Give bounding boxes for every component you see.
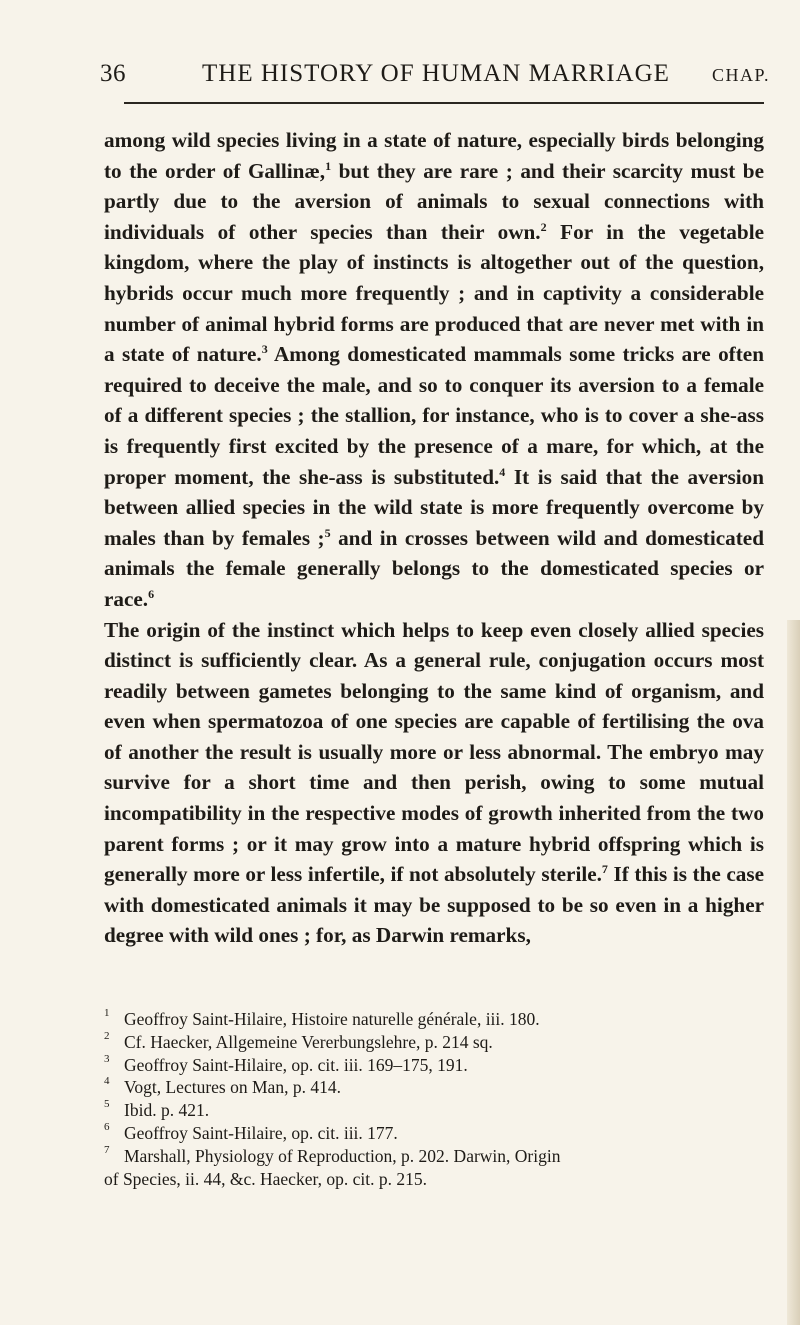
footnote-text: Geoffroy Saint-Hilaire, Histoire naturelle générale, iii. 180.: [124, 1009, 540, 1029]
footnote: [104, 1145, 764, 1168]
footnote: [104, 1122, 764, 1145]
text-run: among wild species living in a state of nature, especially birds belonging to the order of Gallinæ,: [104, 128, 764, 183]
footnote-ref: 4: [499, 464, 506, 479]
footnote: [104, 1031, 764, 1054]
footnote-text: Marshall, Physiology of Reproduction, p. 202. Darwin, Origin: [124, 1145, 561, 1166]
text-run: The origin of the instinct which helps to keep even closely allied species distinct is sufficiently clear. As a general rule, conjugation occurs most readily between gametes belonging to the same kind of organism, and even when spermatozoa of one species are capable of fertilising the ova of another the result is usually more or less abnormal. The embryo may survive for a short time and then perish, owing to some mutual incompatibility in the respective modes of growth inherited from the two parent forms ; or it may grow into a mature hybrid offspring which is generally more or less infertile, if not absolutely sterile.: [104, 617, 764, 887]
footnote-ref: 5: [324, 525, 331, 540]
footnote: [104, 1008, 764, 1031]
text-run: If this is the case with domesticated animals it may be supposed to be so even in a higher degree with wild ones ; for, as Darwin remarks,: [104, 862, 764, 948]
text-run: Among domesticated mammals some tricks are often required to deceive the male, and so to conquer its aversion to a female of a different species ; the stallion, for instance, who is to cover a she-ass is frequently first excited by the presence of a mare, for which, at the proper moment, the she-ass is substituted.: [104, 342, 764, 489]
chapter-marker: CHAP.: [712, 65, 771, 85]
footnote-number: 7: [104, 1143, 110, 1156]
footnote: [104, 1099, 764, 1122]
footnote-number: 5: [104, 1098, 110, 1111]
footnote-text: Geoffroy Saint-Hilaire, op. cit. iii. 169–175, 191.: [124, 1054, 468, 1075]
footnote-ref: 1: [325, 158, 332, 173]
footnote-text: Cf. Haecker, Allgemeine Vererbungslehre, p. 214 sq.: [124, 1031, 493, 1052]
running-header: [0, 60, 800, 100]
body-text: [104, 125, 764, 951]
text-run: It is said that the aversion between allied species in the wild state is more frequently overcome by males than by females ;: [104, 464, 764, 550]
footnote-ref: 2: [540, 219, 547, 234]
footnote: [104, 1054, 764, 1077]
header-rule: [124, 102, 764, 104]
footnote: [104, 1076, 764, 1099]
page-number: 36: [100, 60, 126, 87]
footnote-number: 1: [104, 1007, 110, 1019]
footnote-ref: 7: [601, 862, 608, 877]
footnote-number: 2: [104, 1029, 110, 1042]
text-run: but they are rare ; and their scarcity must be partly due to the aversion of animals to sexual connections with individuals of other species than their own.: [104, 158, 764, 244]
footnote-text: Geoffroy Saint-Hilaire, op. cit. iii. 177.: [124, 1122, 398, 1143]
footnote-text: Vogt, Lectures on Man, p. 414.: [124, 1077, 341, 1098]
footnote-ref: 6: [148, 586, 155, 601]
text-run: For in the vegetable kingdom, where the play of instincts is altogether out of the question, hybrids occur much more frequently ; and in captivity a considerable number of animal hybrid forms are produced that are never met with in a state of nature.: [104, 219, 764, 367]
footnote-number: 6: [104, 1120, 110, 1133]
footnote-ref: 3: [261, 342, 268, 357]
text-run: and in crosses between wild and domesticated animals the female generally belongs to the domesticated species or race.: [104, 525, 764, 611]
footnote-number: 4: [104, 1075, 110, 1088]
paragraph-2: [104, 615, 764, 952]
footnote-number: 3: [104, 1052, 110, 1065]
paragraph-1: [104, 125, 764, 615]
footnotes: [104, 1008, 764, 1190]
running-title: THE HISTORY OF HUMAN MARRIAGE: [202, 60, 670, 87]
footnote-text: of Species, ii. 44, &c. Haecker, op. cit. p. 215.: [104, 1168, 427, 1189]
footnote-continuation: [104, 1168, 764, 1191]
page-edge-shadow: [787, 620, 800, 1325]
footnote-text: Ibid. p. 421.: [124, 1100, 210, 1121]
